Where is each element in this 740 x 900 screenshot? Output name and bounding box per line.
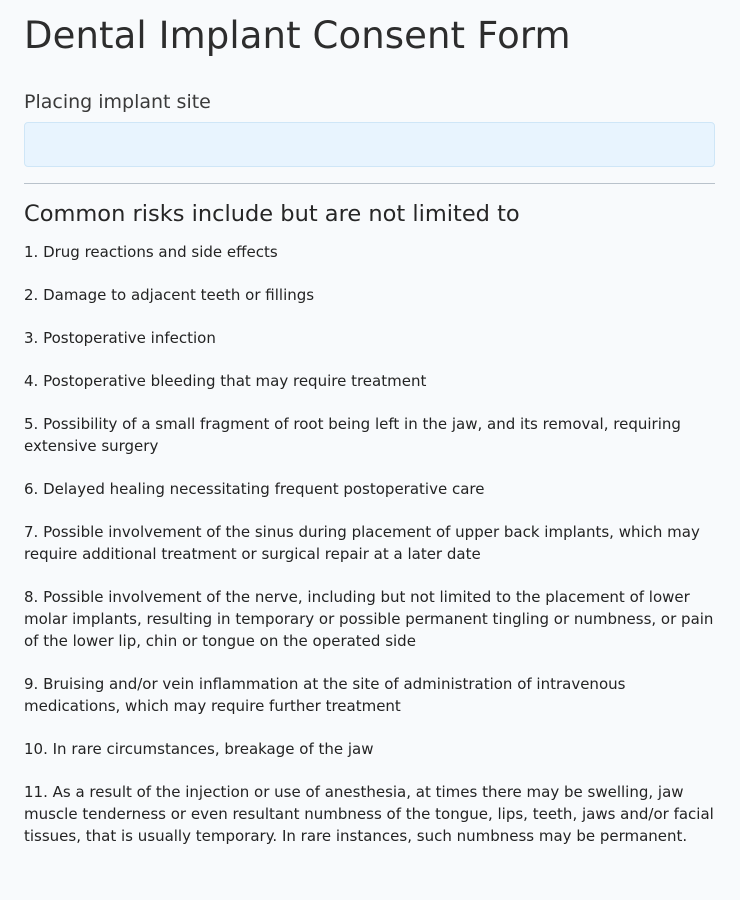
section-divider <box>24 183 715 184</box>
implant-site-label: Placing implant site <box>24 91 211 113</box>
implant-site-input[interactable] <box>24 122 715 167</box>
risk-item-9: 9. Bruising and/or vein inflammation at the site of administration of intravenous medications, which may require further treatment <box>24 675 626 715</box>
risk-item-1: 1. Drug reactions and side effects <box>24 243 278 261</box>
risk-item-3: 3. Postoperative infection <box>24 329 216 347</box>
risk-item-2: 2. Damage to adjacent teeth or fillings <box>24 286 315 304</box>
risks-heading: Common risks include but are not limited to <box>24 201 520 227</box>
risk-item-11: 11. As a result of the injection or use of anesthesia, at times there may be swelling, jaw muscle tenderness or even resultant numbness of the tongue, lips, teeth, jaws and/or facial tissues, that is usually temporary. In rare instances, such numbness may be permanent. <box>24 783 714 845</box>
risk-item-8: 8. Possible involvement of the nerve, including but not limited to the placement of lower molar implants, resulting in temporary or possible permanent tingling or numbness, or pain of the lower lip, chin or tongue on the operated side <box>24 588 714 650</box>
risks-list <box>24 241 715 847</box>
risk-item-6: 6. Delayed healing necessitating frequent postoperative care <box>24 480 485 498</box>
risk-item-5: 5. Possibility of a small fragment of root being left in the jaw, and its removal, requiring extensive surgery <box>24 415 681 455</box>
risk-item-7: 7. Possible involvement of the sinus during placement of upper back implants, which may require additional treatment or surgical repair at a later date <box>24 523 700 563</box>
risk-item-4: 4. Postoperative bleeding that may require treatment <box>24 372 427 390</box>
risk-item-10: 10. In rare circumstances, breakage of the jaw <box>24 740 374 758</box>
page-title: Dental Implant Consent Form <box>24 14 571 57</box>
